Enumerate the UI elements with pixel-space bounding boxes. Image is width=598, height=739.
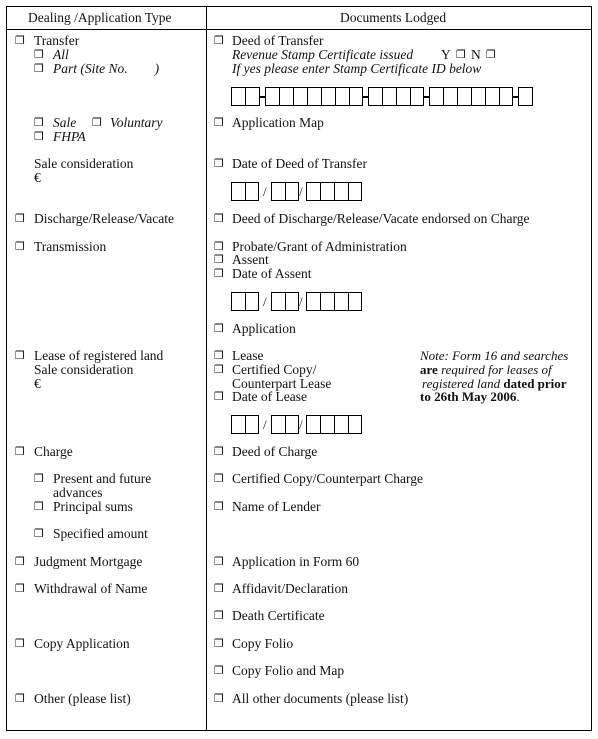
checkbox-date-lease[interactable]: ❒ [214, 390, 224, 403]
label-y: Y [441, 47, 451, 62]
checkbox-copy-app[interactable]: ❒ [15, 637, 25, 650]
checkbox-affidavit[interactable]: ❒ [214, 582, 224, 595]
lease-euro-sign: € [34, 376, 41, 391]
label-part-site-no: Part (Site No. ) [53, 61, 160, 76]
label-stamp-issued: Revenue Stamp Certificate issued [232, 47, 414, 62]
checkbox-lease[interactable]: ❒ [15, 349, 25, 362]
note-period: . [516, 389, 520, 404]
checkbox-probate[interactable]: ❒ [214, 240, 224, 253]
label-deed-transfer: Deed of Transfer [232, 33, 324, 48]
note-are: are [420, 362, 438, 377]
label-present-future: Present and future [53, 471, 152, 486]
label-specified: Specified amount [53, 526, 148, 541]
date-separator: / [263, 294, 267, 309]
header-documents-lodged: Documents Lodged [340, 10, 447, 25]
checkbox-application[interactable]: ❒ [214, 322, 224, 335]
checkbox-judgment[interactable]: ❒ [15, 555, 25, 568]
checkbox-part[interactable]: ❒ [34, 62, 44, 75]
label-sale-consideration: Sale consideration [34, 156, 134, 171]
label-application: Application [232, 321, 296, 336]
label-n: N [471, 47, 481, 62]
checkbox-other[interactable]: ❒ [15, 692, 25, 705]
label-certified-copy: Certified Copy/ [232, 362, 317, 377]
checkbox-specified[interactable]: ❒ [34, 527, 44, 540]
label-deed-discharge: Deed of Discharge/Release/Vacate endorsed on Charge [232, 211, 530, 226]
label-deed-charge: Deed of Charge [232, 444, 318, 459]
checkbox-lender[interactable]: ❒ [214, 500, 224, 513]
checkbox-app-map[interactable]: ❒ [214, 116, 224, 129]
checkbox-discharge[interactable]: ❒ [15, 212, 25, 225]
label-voluntary: Voluntary [110, 115, 163, 130]
note-required: required for leases of [441, 362, 552, 377]
date-separator: / [263, 184, 267, 199]
stamp-certificate-id-field[interactable] [231, 87, 536, 106]
checkbox-principal[interactable]: ❒ [34, 500, 44, 513]
label-principal: Principal sums [53, 499, 133, 514]
label-advances: advances [53, 485, 103, 500]
label-copy-folio-map: Copy Folio and Map [232, 663, 345, 678]
label-transmission: Transmission [34, 239, 107, 254]
column-divider [206, 6, 207, 730]
checkbox-copy-folio-map[interactable]: ❒ [214, 664, 224, 677]
header-divider [6, 29, 591, 30]
date-separator: / [263, 417, 267, 432]
checkbox-certified-copy[interactable]: ❒ [214, 363, 224, 376]
note-registered-land: registered land [422, 376, 501, 391]
date-separator: / [299, 184, 303, 199]
note-line-1: Note: Form 16 and searches [420, 348, 569, 363]
checkbox-assent[interactable]: ❒ [214, 253, 224, 266]
checkbox-all-other[interactable]: ❒ [214, 692, 224, 705]
header-dealing-type: Dealing /Application Type [28, 10, 172, 25]
label-date-assent: Date of Assent [232, 266, 312, 281]
checkbox-fhpa[interactable]: ❒ [34, 130, 44, 143]
checkbox-deed-discharge[interactable]: ❒ [214, 212, 224, 225]
checkbox-sale[interactable]: ❒ [34, 116, 44, 129]
label-form60: Application in Form 60 [232, 554, 360, 569]
label-lease-doc: Lease [232, 348, 264, 363]
checkbox-date-assent[interactable]: ❒ [214, 267, 224, 280]
checkbox-deed-transfer[interactable]: ❒ [214, 34, 224, 47]
label-copy-app: Copy Application [34, 636, 130, 651]
checkbox-voluntary[interactable]: ❒ [92, 116, 102, 129]
label-sale: Sale [53, 115, 77, 130]
note-dated-prior: dated prior [503, 376, 567, 391]
checkbox-deed-charge[interactable]: ❒ [214, 445, 224, 458]
label-affidavit: Affidavit/Declaration [232, 581, 348, 596]
note-date: to 26th May 2006 [420, 389, 517, 404]
checkbox-lease-doc[interactable]: ❒ [214, 349, 224, 362]
label-lender: Name of Lender [232, 499, 321, 514]
label-probate: Probate/Grant of Administration [232, 239, 407, 254]
label-date-deed: Date of Deed of Transfer [232, 156, 367, 171]
euro-sign: € [34, 170, 41, 185]
checkbox-copy-folio[interactable]: ❒ [214, 637, 224, 650]
label-all: All [53, 47, 69, 62]
label-withdrawal: Withdrawal of Name [34, 581, 148, 596]
label-charge: Charge [34, 444, 73, 459]
date-of-lease-field[interactable] [231, 415, 366, 434]
label-discharge: Discharge/Release/Vacate [34, 211, 174, 226]
label-date-lease: Date of Lease [232, 389, 307, 404]
label-cert-counterpart-charge: Certified Copy/Counterpart Charge [232, 471, 423, 486]
checkbox-death-cert[interactable]: ❒ [214, 609, 224, 622]
label-lease-sale-consideration: Sale consideration [34, 362, 134, 377]
note-line-4 [420, 390, 520, 404]
checkbox-all[interactable]: ❒ [34, 48, 44, 61]
checkbox-cert-counterpart-charge[interactable]: ❒ [214, 472, 224, 485]
date-separator: / [299, 417, 303, 432]
date-of-deed-field[interactable] [231, 182, 366, 201]
checkbox-withdrawal[interactable]: ❒ [15, 582, 25, 595]
label-fhpa: FHPA [53, 129, 86, 144]
label-copy-folio: Copy Folio [232, 636, 294, 651]
checkbox-charge[interactable]: ❒ [15, 445, 25, 458]
date-of-assent-field[interactable] [231, 292, 366, 311]
checkbox-transmission[interactable]: ❒ [15, 240, 25, 253]
checkbox-y[interactable]: ❒ [456, 48, 466, 61]
checkbox-transfer[interactable]: ❒ [15, 34, 25, 47]
label-transfer: Transfer [34, 33, 80, 48]
label-assent: Assent [232, 252, 269, 267]
label-lease-registered-land: Lease of registered land [34, 348, 164, 363]
label-other: Other (please list) [34, 691, 131, 706]
label-death-cert: Death Certificate [232, 608, 325, 623]
label-judgment: Judgment Mortgage [34, 554, 143, 569]
checkbox-present-future[interactable]: ❒ [34, 472, 44, 485]
note-line-2 [420, 363, 552, 377]
label-all-other: All other documents (please list) [232, 691, 409, 706]
label-stamp-if-yes: If yes please enter Stamp Certificate ID below [232, 61, 482, 76]
checkbox-date-deed[interactable]: ❒ [214, 157, 224, 170]
date-separator: / [299, 294, 303, 309]
checkbox-form60[interactable]: ❒ [214, 555, 224, 568]
checkbox-n[interactable]: ❒ [486, 48, 496, 61]
label-counterpart-lease: Counterpart Lease [232, 376, 332, 391]
label-app-map: Application Map [232, 115, 324, 130]
